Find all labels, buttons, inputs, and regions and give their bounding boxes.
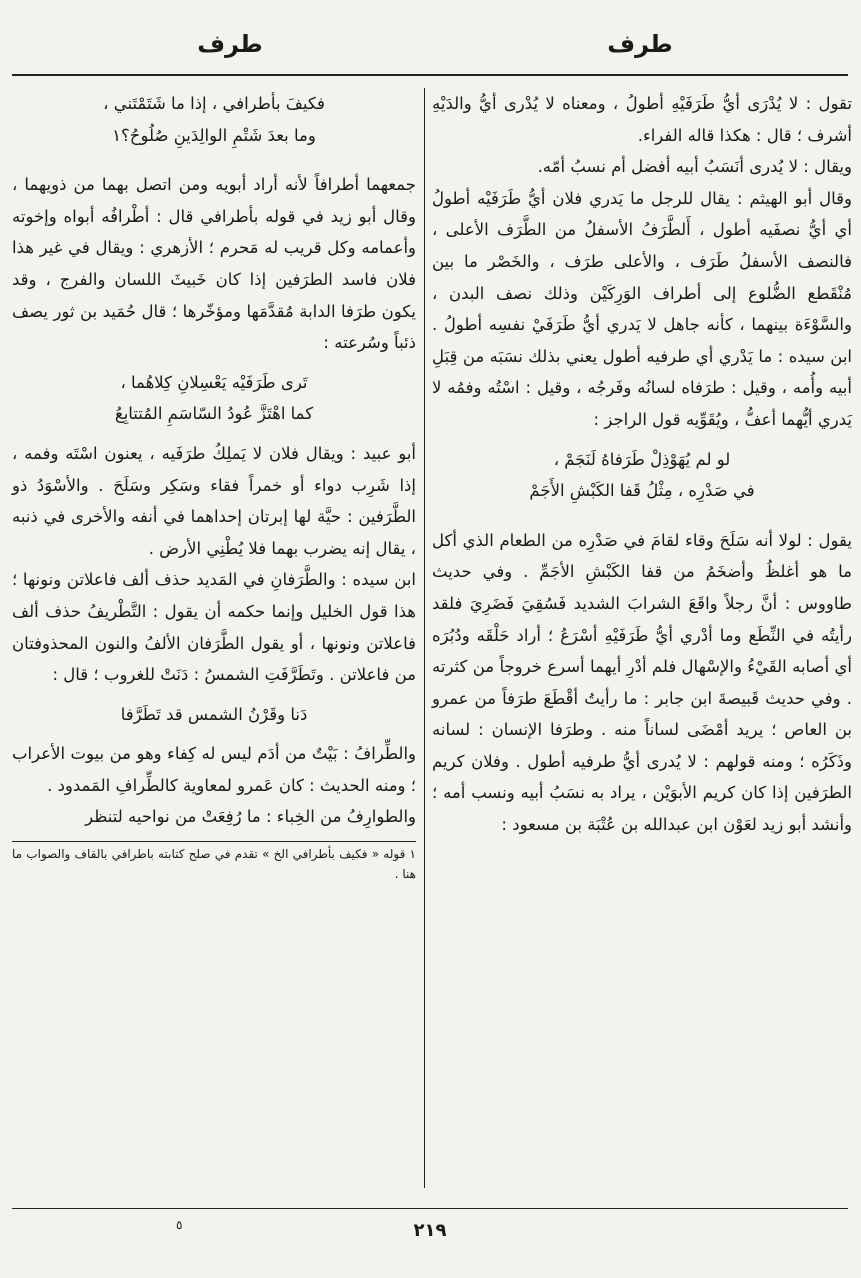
right-paragraph-1: تقول : لا يُدْرَى أيُّ طَرَفَيْهِ أطولُ ، ومعناه لا يُدْرى أيُّ والدَيْهِ أشرف ؛ قال : هكذا قاله الفراء.	[432, 94, 852, 145]
column-divider	[424, 88, 425, 1188]
running-header-right: طرف	[607, 30, 673, 58]
right-paragraph-4: يقول : لولا أنه سَلَحَ وقاء لقامَ في صَدْرِه من الطعام الذي أكل ما هو أغلظُ وأضخَمُ من قفا الكَبْشِ الأجَمِّ . وفي حديث طاووس : أنَّ رجلاً واقَعَ الشرابَ الشديد فَسُقِيَ فَضَرِيَ فلقد رأيتُه في النِّطَع وما أدْري أيُّ طَرَفَيْهِ أسْرَعُ ؛ أراد حَلْقَه ودُبُرَه أي أصابه القَيْءُ والإسْهال فلم أدْرِ أيهما أسرع خروجاً من كثرته . وفي حديث قَبيصةَ ابن جابر : ما رأيتُ أقْطَعَ طرَفاً من عمرو بن العاص ؛ يريد أمْضَى لساناً منه . وطرَفا الإنسان : لسانه وذَكَرُه ؛ ومنه قولهم : لا يُدرى أيُّ طرفيه أطول . وفلان كريم الطرَفين إذا كان كريم الأبوَيْن ، يراد به نسَبُ أبيه ونسب أمه ؛ وأنشد أبو زيد لعَوْن ابن عبدالله بن عُتْبَة بن مسعود :	[432, 530, 852, 835]
right-verse-1: لو لم يُهَوْذِلْ طَرَفاهُ لَنَجَمْ ،	[553, 449, 731, 469]
left-paragraph-2: أبو عبيد : ويقال فلان لا يَملِكُ طرَفَيه ، يعنون اسْتَه وفمه ، إذا شَرِب دواء أو خمراً فقاء وسَكِر وسَلَحَ . والأسْوَدُ ذو الطَّرَفين : حيَّة لها إبرتان إحداهما في أنفه والأخرى في ذنبه ، يقال إنه يضرب بهما فلا يُطْنِي الأرض .	[12, 443, 416, 558]
left-paragraph-1: جمعهما أطرافاً لأنه أراد أبويه ومن اتصل بهما من ذويهما ، وقال أبو زيد في قوله بأطرافي قال : أطْرافُه أبواه وإخوته وأعمامه وكل قريب له مَحرم ؛ الأزهري : ويقال في غير هذا فلان فاسد الطرَفين إذا كان خَبيثَ اللسان والفرج ، وقد يكون طرَفا الدابة مُقدَّمَها ومؤخّرها ؛ قال حُمَيد بن ثور يصف ذئباً وسُرعته :	[12, 175, 416, 353]
header-rule	[12, 74, 848, 76]
footer-rule	[12, 1208, 848, 1209]
left-paragraph-5: والطوارِفُ من الخِباء : ما رُفِعَتْ من نواحيه لتنظر	[85, 807, 416, 827]
right-column	[432, 88, 852, 841]
left-paragraph-4: والطِّرافُ : بَيْتٌ من أدَم ليس له كِفاء وهو من بيوت الأعراب ؛ ومنه الحديث : كان عَمرو لمعاوية كالطِّرافِ المَمدود .	[12, 744, 416, 795]
running-header-left: طرف	[197, 30, 263, 58]
left-column	[12, 88, 416, 884]
left-verse-3: تَرى طَرَفَيْه يَعْسِلانِ كِلاهُما ،	[120, 372, 308, 392]
right-verse-2: في صَدْرِه ، مِثْلُ قَفا الكَبْشِ الأَجَمْ	[529, 481, 755, 501]
footnote-rule	[12, 841, 416, 842]
left-verse-1: فكيفَ بأطرافي ، إذا ما شَتَمْتَني ،	[103, 94, 325, 113]
left-paragraph-3: ابن سيده : والطَّرَفانِ في المَديد حذف ألف فاعلاتن ونونها ؛ هذا قول الخليل وإنما حكمه أن يقول : التَّطْريفُ حذف ألف فاعلاتن ونونها ، أو يقول الطَّرَفان الألفُ والنون المحذوفتان من فاعلاتن . وتَطَرَّفَتِ الشمسُ : دَنَتْ للغروب ؛ قال :	[12, 570, 416, 685]
right-paragraph-2: ويقال : لا يُدرى أنَسَبُ أبيه أفضل أم نسبُ أمّه.	[537, 157, 852, 177]
left-verse-2: وما بعدَ شَتْمِ الوالِدَينِ صُلُوحُ؟١	[112, 125, 316, 145]
page-number: ٢١٩	[413, 1220, 447, 1241]
left-verse-5: دَنا وقَرْنُ الشمس قد تَطَرَّفا	[120, 704, 308, 724]
signature-mark: ٥	[176, 1218, 183, 1232]
footnote: ١ قوله « فكيف بأطرافي الخ » تقدم في صلح كتابته باطرافي بالقاف والصواب ما هنا .	[12, 847, 416, 882]
right-paragraph-3: وقال أبو الهيثم : يقال للرجل ما يَدري فلان أيُّ طَرَفَيْه أطولُ أي أيُّ نصفَيه أطول ، أَلطَّرَفُ الأسفلُ من الطَّرَف الأعلى ، فالنصف الأسفلُ طَرَف ، والأعلى طرَف ، والخَصْر ما بين مُنْقَطع الضُّلوع إلى أطراف الوَرِكَيْن وذلك نصف البدن ، والسَّوْءَة بينهما ، كأنه جاهل لا يَدري أيُّ طَرَفَيْ نفسِه أطولُ . ابن سيده : ما يَدْري أي طرفيه أطول يعني بذلك نسَبَه من قِبَلِ أبيه وأُمه ، وقيل : طرَفاه لسانُه وفَرجُه ، وقيل : اسْتُه وفمُه لا يَدري أيُّهما أعفُّ ، ويُقَوِّيه قول الراجز :	[432, 188, 852, 429]
left-verse-4: كما اهْتَزَّ عُودُ السّاسَمِ المُتتابِعُ	[114, 404, 314, 424]
